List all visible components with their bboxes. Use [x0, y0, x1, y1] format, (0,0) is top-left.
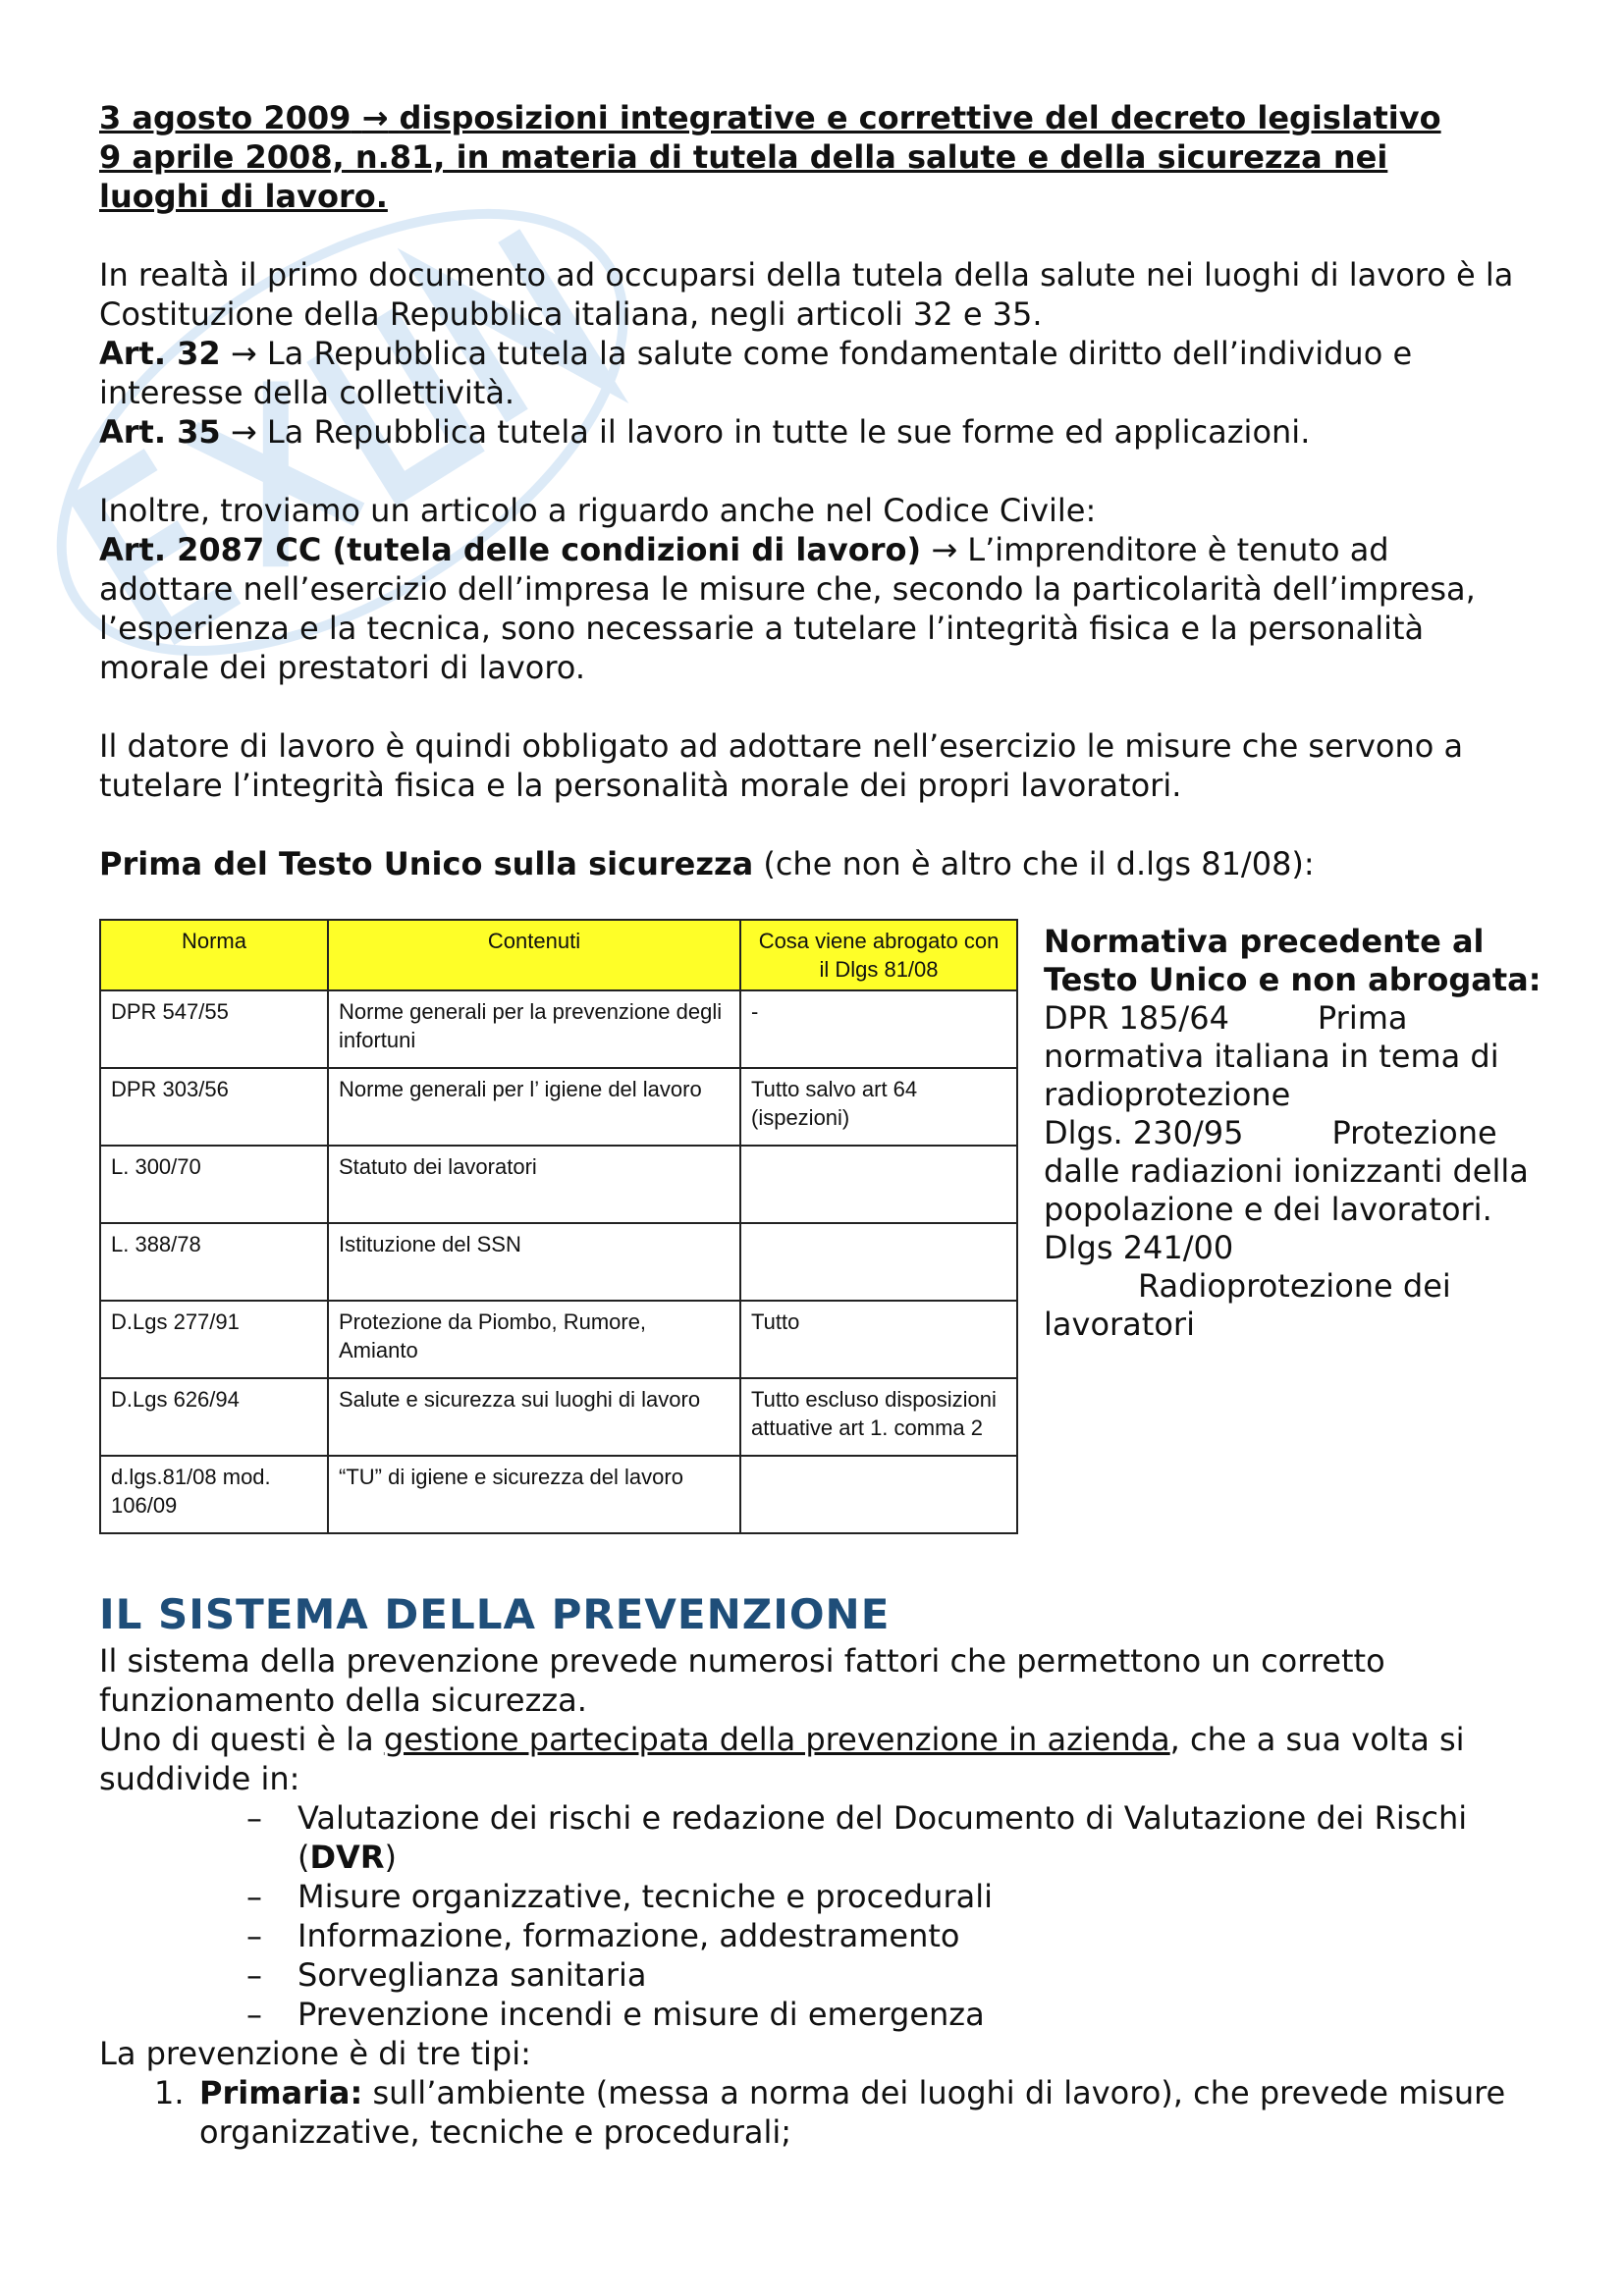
art2087-label: Art. 2087 CC (tutela delle condizioni di lavoro) [99, 531, 922, 568]
cell-norma: d.lgs.81/08 mod. 106/09 [100, 1456, 328, 1533]
cell-contenuti: Statuto dei lavoratori [328, 1146, 740, 1223]
cell-norma: D.Lgs 626/94 [100, 1378, 328, 1456]
side-entry [1044, 1229, 1544, 1344]
cell-contenuti: Norme generali per la prevenzione degli infortuni [328, 990, 740, 1068]
side-entry [1044, 1114, 1544, 1229]
article-32 [99, 334, 1533, 412]
primaria-label: Primaria: [199, 2074, 363, 2111]
prima-testo-unico [99, 844, 1533, 883]
side-entry-code: DPR 185/64 [1044, 999, 1229, 1037]
prima-bold: Prima del Testo Unico sulla sicurezza [99, 845, 754, 882]
header-abrogato: Cosa viene abrogato con il Dlgs 81/08 [740, 920, 1017, 990]
heading-date: 3 agosto 2009 [99, 99, 352, 136]
cell-contenuti: Salute e sicurezza sui luoghi di lavoro [328, 1378, 740, 1456]
p2-pre: Uno di questi è la [99, 1721, 374, 1758]
section-paragraph-2 [99, 1720, 1533, 1798]
cell-abrogato [740, 1456, 1017, 1533]
cell-norma: L. 388/78 [100, 1223, 328, 1301]
table-row [100, 1456, 1017, 1533]
list-item [246, 1798, 1533, 1877]
art32-text: La Repubblica tutela la salute come fondamentale diritto dell’individuo e interesse della collettività. [99, 335, 1413, 411]
section-body [99, 1641, 1533, 2152]
cell-abrogato [740, 1223, 1017, 1301]
intro-section [99, 255, 1533, 883]
art35-label: Art. 35 [99, 413, 221, 451]
document-heading [99, 98, 1533, 216]
cell-contenuti: Norme generali per l’ igiene del lavoro [328, 1068, 740, 1146]
art35-text: La Repubblica tutela il lavoro in tutte le sue forme ed applicazioni. [266, 413, 1311, 451]
numbered-item [154, 2073, 1533, 2152]
datore-paragraph: Il datore di lavoro è quindi obbligato ad adottare nell’esercizio le misure che servono a tutelare l’integrità fisica e la personalità morale dei propri lavoratori. [99, 727, 1464, 804]
table-row [100, 990, 1017, 1068]
article-35 [99, 412, 1533, 452]
cell-abrogato: - [740, 990, 1017, 1068]
section-paragraph-3: La prevenzione è di tre tipi: [99, 2035, 531, 2072]
list-item: – Misure organizzative, tecniche e procedurali [246, 1877, 1533, 1916]
arrow-icon: → [230, 413, 257, 451]
art32-label: Art. 32 [99, 335, 221, 372]
cell-abrogato: Tutto escluso disposizioni attuative art 1. comma 2 [740, 1378, 1017, 1456]
cell-norma: DPR 547/55 [100, 990, 328, 1068]
table-header-row [100, 920, 1017, 990]
gestione-partecipata: gestione partecipata della prevenzione in azienda [383, 1721, 1170, 1758]
side-note-title: Normativa precedente al Testo Unico e non abrogata: [1044, 923, 1542, 998]
table-row [100, 1146, 1017, 1223]
table-row [100, 1223, 1017, 1301]
cell-norma: DPR 303/56 [100, 1068, 328, 1146]
laws-table [99, 919, 1018, 1534]
list-item: – Prevenzione incendi e misure di emergenza [246, 1995, 1533, 2034]
cell-contenuti: Protezione da Piombo, Rumore, Amianto [328, 1301, 740, 1378]
cell-abrogato: Tutto salvo art 64 (ispezioni) [740, 1068, 1017, 1146]
arrow-icon: → [230, 335, 257, 372]
section-paragraph: Il sistema della prevenzione prevede numerosi fattori che permettono un corretto funzionamento della sicurezza. [99, 1642, 1385, 1719]
cell-abrogato: Tutto [740, 1301, 1017, 1378]
heading-line3: luoghi di lavoro. [99, 178, 388, 215]
section-title: IL SISTEMA DELLA PREVENZIONE [99, 1590, 891, 1638]
side-entry-text: Radioprotezione dei lavoratori [1044, 1267, 1451, 1343]
item-number: 1. [154, 2074, 185, 2111]
table-row [100, 1378, 1017, 1456]
prevention-types-list [99, 2073, 1533, 2152]
heading-line1: disposizioni integrative e correttive del decreto legislativo [399, 99, 1441, 136]
intro-paragraph: In realtà il primo documento ad occuparsi della tutela della salute nei luoghi di lavoro è la Costituzione della Repubblica italiana, negli articoli 32 e 35. [99, 256, 1514, 333]
cell-norma: L. 300/70 [100, 1146, 328, 1223]
cell-contenuti: “TU” di igiene e sicurezza del lavoro [328, 1456, 740, 1533]
cell-contenuti: Istituzione del SSN [328, 1223, 740, 1301]
art2087-text: L’imprenditore è tenuto ad adottare nell’esercizio dell’impresa le misure che, secondo la particolarità dell’impresa, l’esperienza e la tecnica, sono necessarie a tutelare l’integrità fisica e la personalità morale dei prestatori di lavoro. [99, 531, 1476, 686]
side-entry-text: Prima normativa italiana in tema di radioprotezione [1044, 999, 1499, 1113]
heading-line2: 9 aprile 2008, n.81, in materia di tutela della salute e della sicurezza nei [99, 138, 1388, 176]
item1-post: ) [384, 1839, 397, 1876]
dvr-label: DVR [309, 1839, 385, 1876]
codice-civile-paragraph: Inoltre, troviamo un articolo a riguardo anche nel Codice Civile: [99, 492, 1097, 529]
article-2087 [99, 530, 1533, 687]
cell-abrogato [740, 1146, 1017, 1223]
header-contenuti: Contenuti [328, 920, 740, 990]
side-note [1044, 923, 1544, 1344]
prima-rest: (che non è altro che il d.lgs 81/08): [763, 845, 1315, 882]
side-entry [1044, 999, 1544, 1114]
arrow-icon: → [931, 531, 958, 568]
arrow-icon: → [361, 99, 389, 136]
list-item: – Informazione, formazione, addestramento [246, 1916, 1533, 1955]
side-entry-code: Dlgs 241/00 [1044, 1229, 1234, 1266]
table-row [100, 1301, 1017, 1378]
list-item: – Sorveglianza sanitaria [246, 1955, 1533, 1995]
header-norma: Norma [100, 920, 328, 990]
prevention-list [99, 1798, 1533, 2034]
table-row [100, 1068, 1017, 1146]
p2-post: , che a sua volta si suddivide in: [99, 1721, 1465, 1797]
side-entry-text: Protezione dalle radiazioni ionizzanti della popolazione e dei lavoratori. [1044, 1114, 1529, 1228]
cell-norma: D.Lgs 277/91 [100, 1301, 328, 1378]
item1-pre: Valutazione dei rischi e redazione del Documento di Valutazione dei Rischi ( [298, 1799, 1468, 1876]
side-entry-code: Dlgs. 230/95 [1044, 1114, 1244, 1151]
primaria-text: sull’ambiente (messa a norma dei luoghi di lavoro), che prevede misure organizzative, tecniche e procedurali; [199, 2074, 1506, 2151]
